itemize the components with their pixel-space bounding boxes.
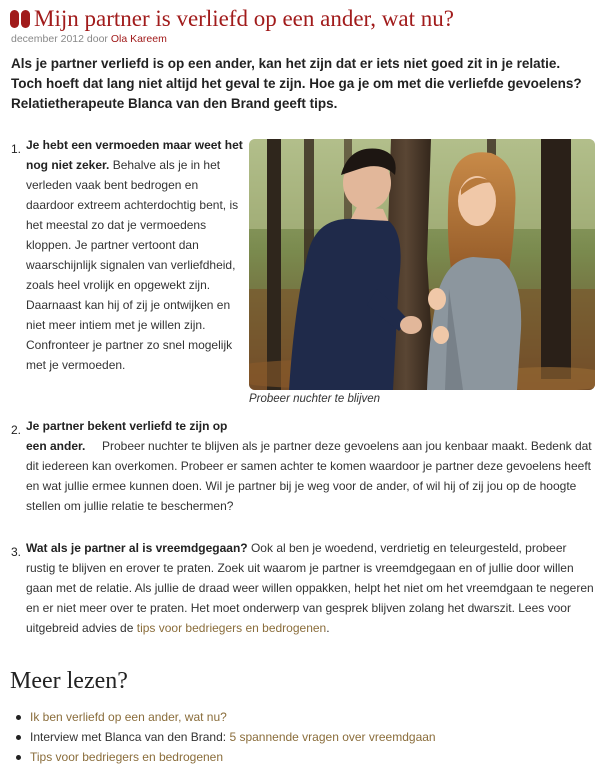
article-meta xyxy=(11,33,167,45)
article-intro: Als je partner verliefd is op een ander, kan het zijn dat er iets niet goed zit in je relatie. Toch hoeft dat lang niet altijd het geval te zijn. Hoe ga je om met die verliefde gevoelens? Relatietherapeute Blanca van den Brand geeft tips. xyxy=(11,56,582,111)
author-link[interactable]: Ola Kareem xyxy=(110,33,167,45)
item-lead: Je partner bekent verliefd te zijn op een ander. xyxy=(26,419,228,453)
item-lead: Je hebt een vermoeden maar weet het nog niet zeker. xyxy=(26,138,243,172)
article-date: december 2012 xyxy=(11,33,84,45)
item-number: 3. xyxy=(11,545,22,559)
article-title: Mijn partner is verliefd op een ander, wat nu? xyxy=(34,6,454,31)
author-by: door xyxy=(86,33,108,45)
related-links-list xyxy=(16,707,436,767)
list-item xyxy=(26,135,245,375)
section-title: Meer lezen? xyxy=(10,668,128,694)
related-link[interactable]: Ik ben verliefd op een ander, wat nu? xyxy=(30,710,227,724)
item-lead: Wat als je partner al is vreemdgegaan? xyxy=(26,541,248,555)
article-photo xyxy=(249,139,595,390)
item-number: 1. xyxy=(11,142,22,156)
list-item xyxy=(16,747,436,767)
item-text: Ook al ben je woedend, verdrietig en teleurgesteld, probeer rustig te blijven en erover te praten. Zoek uit waarom je partner is vreemdgegaan en of jullie door willen gaan met de relatie. Als jullie de draad weer willen oppakken, helpt het niet om het vreemdgaan te negeren en er niet meer over te praten. Het moet onderwerp van gesprek blijven zolang het dwarszit. Lees voor uitgebreid advies de xyxy=(26,541,594,635)
item-text-end: . xyxy=(326,621,330,635)
title-marker-icon xyxy=(10,10,30,28)
item-number: 2. xyxy=(11,423,22,437)
list-item xyxy=(26,436,600,516)
tips-link[interactable]: tips voor bedriegers en bedrogenen xyxy=(136,621,327,635)
related-link[interactable]: 5 spannende vragen over vreemdgaan xyxy=(229,730,436,744)
photo-caption: Probeer nuchter te blijven xyxy=(249,393,381,405)
item-text: Behalve als je in het verleden vaak bent bedrogen en daardoor extreem achterdochtig bent, is het meestal zo dat je vermoedens kloppen. Je partner vertoont dan waarschijnlijk signalen van verliefdheid, zoals heel vrolijk en opgewekt zijn. Daarnaast kan hij of zij je ontwijken en niet meer intiem met je willen zijn. Confronteer je partner zo snel mogelijk met je vermoeden. xyxy=(26,158,239,372)
list-item xyxy=(16,707,436,727)
related-link[interactable]: Tips voor bedriegers en bedrogenen xyxy=(30,750,224,764)
related-link-prefix: Interview met Blanca van den Brand: xyxy=(30,730,230,744)
list-item xyxy=(16,727,436,747)
list-item xyxy=(26,538,598,638)
item-text: Probeer nuchter te blijven als je partner deze gevoelens aan jou kenbaar maakt. Bedenk dat dit iedereen kan overkomen. Probeer er samen achter te komen waardoor je partner deze gevoelens heeft en wat jullie ermee kunnen doen. Wil je partner bij je weg voor de ander, of wil hij of zij jou op de hoogte stellen om jullie relatie te beschermen? xyxy=(26,439,592,513)
article-header xyxy=(10,6,605,32)
